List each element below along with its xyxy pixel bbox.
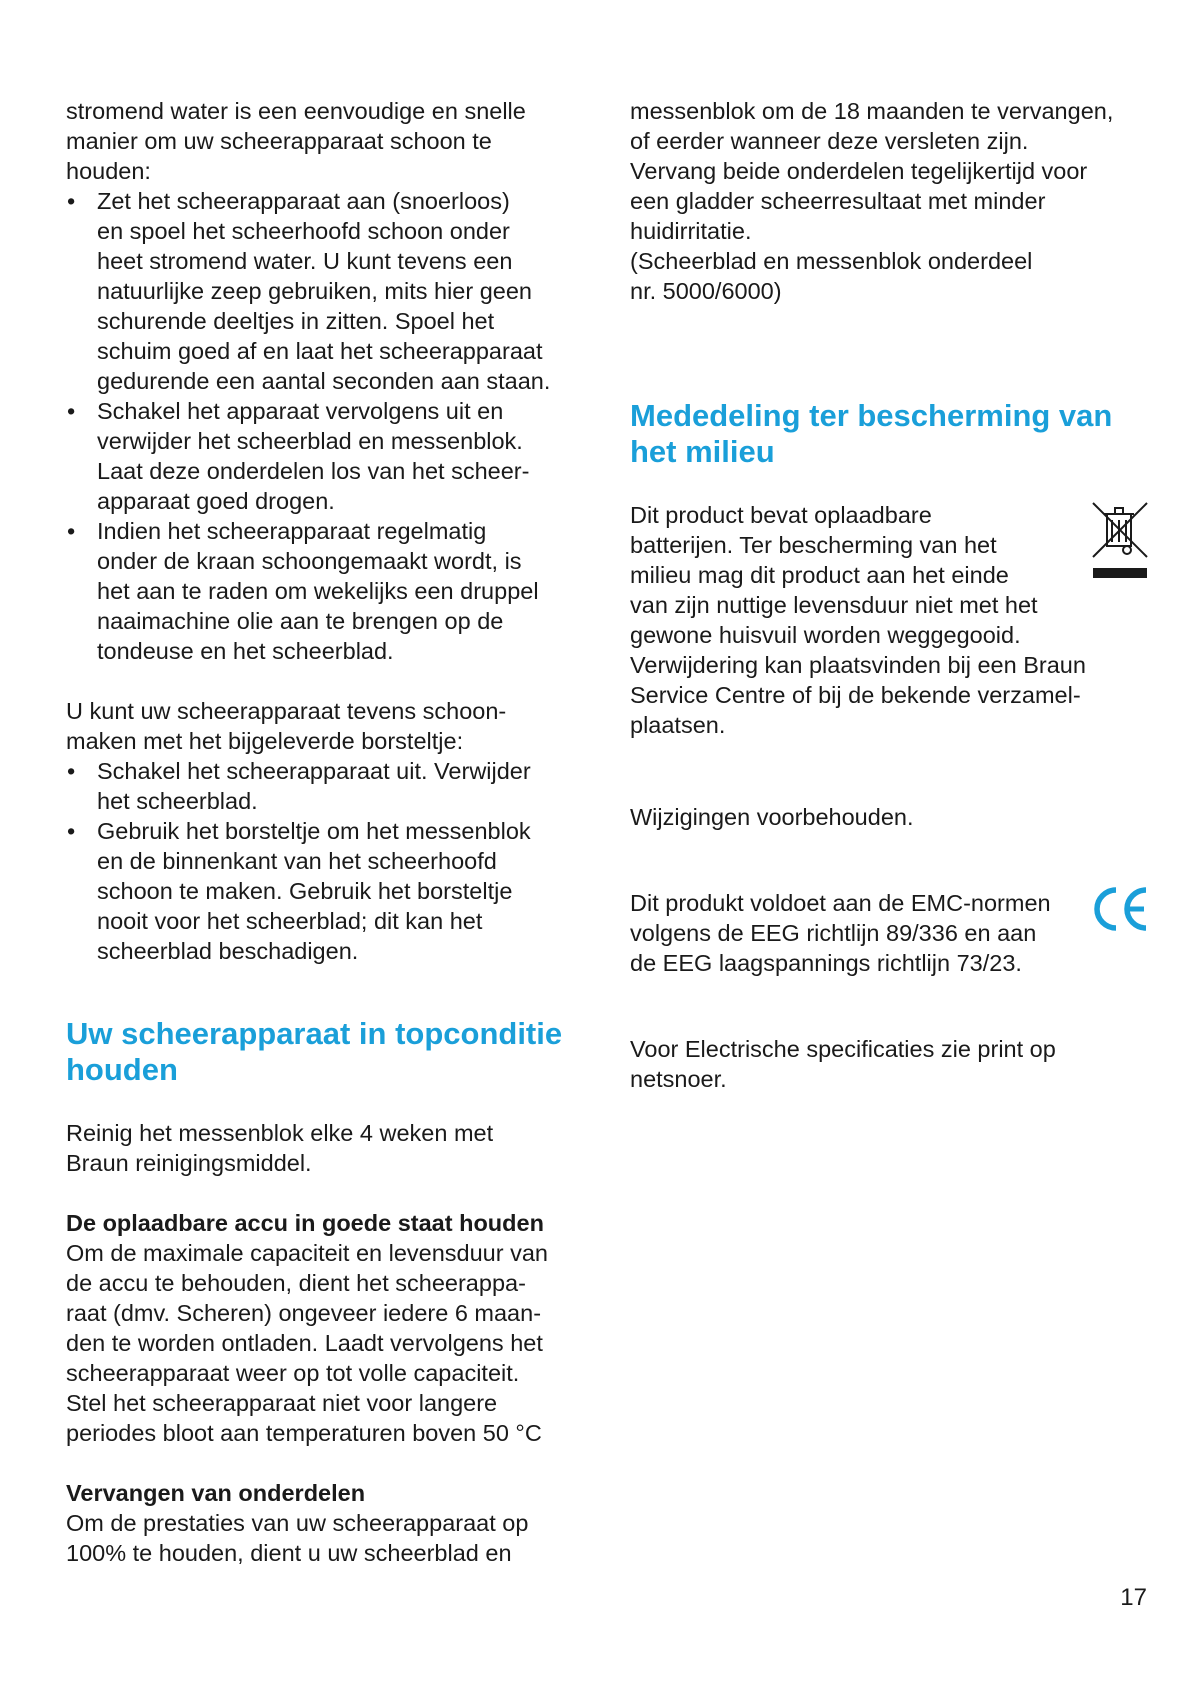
electric-specs-paragraph: Voor Electrische specificaties zie print op netsnoer. <box>630 1036 1056 1092</box>
intro-paragraph: stromend water is een eenvoudige en snelle manier om uw scheerapparaat schoon te houden: <box>66 98 526 184</box>
list-item: • Gebruik het borsteltje om het messenblok en de binnenkant van het scheerhoofd schoon te maken. Gebruik het borsteltje nooit voor het scheerblad; dit kan het scheerblad beschadigen. <box>66 816 596 966</box>
brush-intro-paragraph: U kunt uw scheerapparaat tevens schoon- maken met het bijgeleverde borsteltje: <box>66 698 507 754</box>
right-column <box>630 96 1150 1094</box>
page-number: 17 <box>1120 1584 1147 1611</box>
brush-steps-list <box>66 756 596 966</box>
changes-notice: Wijzigingen voorbehouden. <box>630 804 914 830</box>
parts-paragraph: Om de prestaties van uw scheerapparaat op 100% te houden, dient u uw scheerblad en <box>66 1510 529 1566</box>
environment-paragraph: Dit product bevat oplaadbare batterijen. Ter bescherming van het milieu mag dit product aan het einde van zijn nuttige levensduur niet met het gewone huisvuil worden weggegooid. Verwijdering kan plaatsvinden bij een Braun Service Centre of bij de bekende verzamel- plaatsen. <box>630 502 1086 738</box>
parts-continued-paragraph: messenblok om de 18 maanden te vervangen, of eerder wanneer deze versleten zijn. Vervang beide onderdelen tegelijkertijd voor een gladder scheerresultaat met minder huidirritatie. (Scheerblad en messenblok onderdeel nr. 5000/6000) <box>630 98 1114 304</box>
ce-mark-icon <box>1090 882 1150 936</box>
list-item: • Schakel het scheerapparaat uit. Verwijder het scheerblad. <box>66 756 596 816</box>
list-item: • Schakel het apparaat vervolgens uit en verwijder het scheerblad en messenblok. Laat deze onderdelen los van het scheer- apparaat goed drogen. <box>66 396 596 516</box>
emc-block <box>630 888 1150 978</box>
accu-subheading: De oplaadbare accu in goede staat houden <box>66 1210 544 1236</box>
left-column <box>66 96 596 1568</box>
emc-paragraph: Dit produkt voldoet aan de EMC-normen volgens de EEG richtlijn 89/336 en aan de EEG laagspannings richtlijn 73/23. <box>630 890 1051 976</box>
list-item: • Zet het scheerapparaat aan (snoerloos) en spoel het scheerhoofd schoon onder heet stromend water. U kunt tevens een natuurlijke zeep gebruiken, mits hier geen schurende deeltjes in zitten. Spoel het schuim goed af en laat het scheerapparaat gedurende een aantal seconden aan staan. <box>66 186 596 396</box>
environment-block <box>630 500 1150 740</box>
clean-paragraph: Reinig het messenblok elke 4 weken met Braun reinigingsmiddel. <box>66 1120 494 1176</box>
section-heading-topcondition: Uw scheerapparaat in topconditie houden <box>66 1016 563 1087</box>
list-item: • Indien het scheerapparaat regelmatig onder de kraan schoongemaakt wordt, is het aan te raden om wekelijks een druppel naaimachine olie aan te brengen op de tondeuse en het scheerblad. <box>66 516 596 666</box>
accu-paragraph: Om de maximale capaciteit en levensduur van de accu te behouden, dient het scheerappa- raat (dmv. Scheren) ongeveer iedere 6 maan- den te worden ontladen. Laadt vervolgens het scheerapparaat weer op tot volle capaciteit. Stel het scheerapparaat niet voor langere periodes bloot aan temperaturen boven 50 °C <box>66 1240 548 1446</box>
rinse-steps-list <box>66 186 596 666</box>
section-heading-environment: Mededeling ter bescherming van het milieu <box>630 398 1113 469</box>
parts-subheading: Vervangen van onderdelen <box>66 1480 366 1506</box>
crossed-out-wheelie-bin-icon <box>1090 500 1150 586</box>
